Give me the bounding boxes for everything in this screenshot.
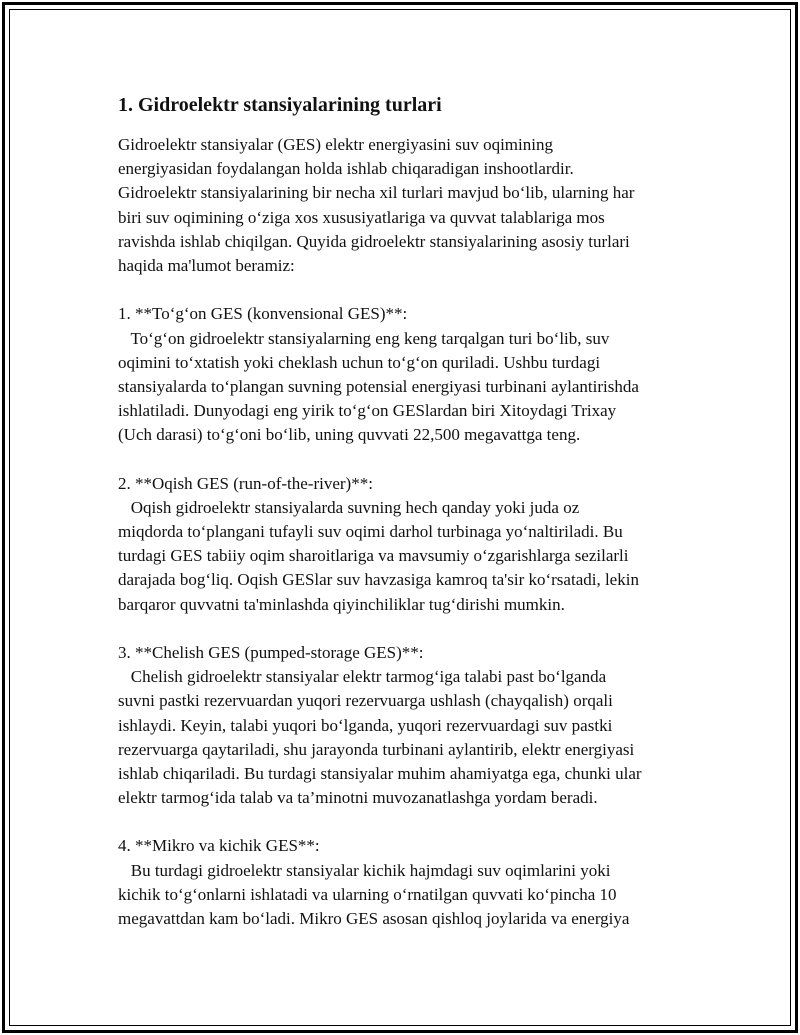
text-line: kichik to‘g‘onlarni ishlatadi va ularning o‘rnatilgan quvvati ko‘pincha 10: [118, 884, 617, 904]
document-page: [118, 0, 718, 1035]
text-line: ishlaydi. Keyin, talabi yuqori bo‘lganda, yuqori rezervuardagi suv pastki: [118, 715, 613, 735]
text-line: stansiyalarda to‘plangan suvning potensial energiyasi turbinani aylantirishda: [118, 376, 639, 396]
section-pumped-storage-ges: [118, 641, 642, 810]
text-line: suvni pastki rezervuardan yuqori rezervuarga ushlash (chayqalish) orqali: [118, 691, 613, 711]
text-line: turdagi GES tabiiy oqim sharoitlariga va mavsumiy o‘zgarishlarga sezilarli: [118, 546, 629, 566]
text-line: Oqish gidroelektr stansiyalarda suvning hech qanday yoki juda oz: [118, 497, 580, 517]
text-line: darajada bog‘liq. Oqish GESlar suv havzasiga kamroq ta'sir ko‘rsatadi, lekin: [118, 570, 639, 590]
blank-line: [118, 278, 642, 302]
text-line: barqaror quvvatni ta'minlashda qiyinchiliklar tug‘dirishi mumkin.: [118, 594, 565, 614]
blank-line: [118, 810, 642, 834]
intro-paragraph: [118, 133, 642, 278]
text-line: energiyasidan foydalangan holda ishlab chiqaradigan inshootlardir.: [118, 159, 574, 179]
section-title: 2. **Oqish GES (run-of-the-river)**:: [118, 473, 373, 493]
page-title: 1. Gidroelektr stansiyalarining turlari: [118, 94, 442, 116]
section-dam-ges: [118, 302, 642, 447]
text-line: oqimini to‘xtatish yoki cheklash uchun to‘g‘on quriladi. Ushbu turdagi: [118, 352, 601, 372]
document-body: [118, 133, 642, 931]
text-line: To‘g‘on gidroelektr stansiyalarning eng keng tarqalgan turi bo‘lib, suv: [118, 328, 610, 348]
text-line: ravishda ishlab chiqilgan. Quyida gidroelektr stansiyalarining asosiy turlari: [118, 231, 630, 251]
blank-line: [118, 617, 642, 641]
text-line: megavattdan kam bo‘ladi. Mikro GES asosan qishloq joylarida va energiya: [118, 909, 630, 928]
text-line: rezervuarga qaytariladi, shu jarayonda turbinani aylantirib, elektr energiyasi: [118, 739, 635, 759]
section-title: 1. **To‘g‘on GES (konvensional GES)**:: [118, 304, 408, 324]
text-line: haqida ma'lumot beramiz:: [118, 255, 295, 275]
blank-line: [118, 447, 642, 471]
text-line: biri suv oqimining o‘ziga xos xususiyatlariga va quvvat talablariga mos: [118, 207, 605, 227]
text-line: miqdorda to‘plangani tufayli suv oqimi darhol turbinaga yo‘naltiriladi. Bu: [118, 522, 623, 541]
section-micro-ges: [118, 834, 642, 931]
text-line: ishlab chiqariladi. Bu turdagi stansiyalar muhim ahamiyatga ega, chunki ular: [118, 763, 642, 783]
text-line: Chelish gidroelektr stansiyalar elektr tarmog‘iga talabi past bo‘lganda: [118, 667, 607, 687]
section-title: 4. **Mikro va kichik GES**:: [118, 836, 320, 856]
text-line: Gidroelektr stansiyalarining bir necha xil turlari mavjud bo‘lib, ularning har: [118, 183, 635, 203]
section-run-of-river-ges: [118, 472, 642, 617]
text-line: elektr tarmog‘ida talab va ta’minotni muvozanatlashga yordam beradi.: [118, 788, 598, 808]
text-line: (Uch darasi) to‘g‘oni bo‘lib, uning quvvati 22,500 megavattga teng.: [118, 425, 581, 445]
text-line: ishlatiladi. Dunyodagi eng yirik to‘g‘on GESlardan biri Xitoydagi Trixay: [118, 401, 617, 421]
section-title: 3. **Chelish GES (pumped-storage GES)**:: [118, 642, 424, 662]
text-line: Gidroelektr stansiyalar (GES) elektr energiyasini suv oqimining: [118, 135, 553, 154]
text-line: Bu turdagi gidroelektr stansiyalar kichik hajmdagi suv oqimlarini yoki: [118, 860, 611, 880]
